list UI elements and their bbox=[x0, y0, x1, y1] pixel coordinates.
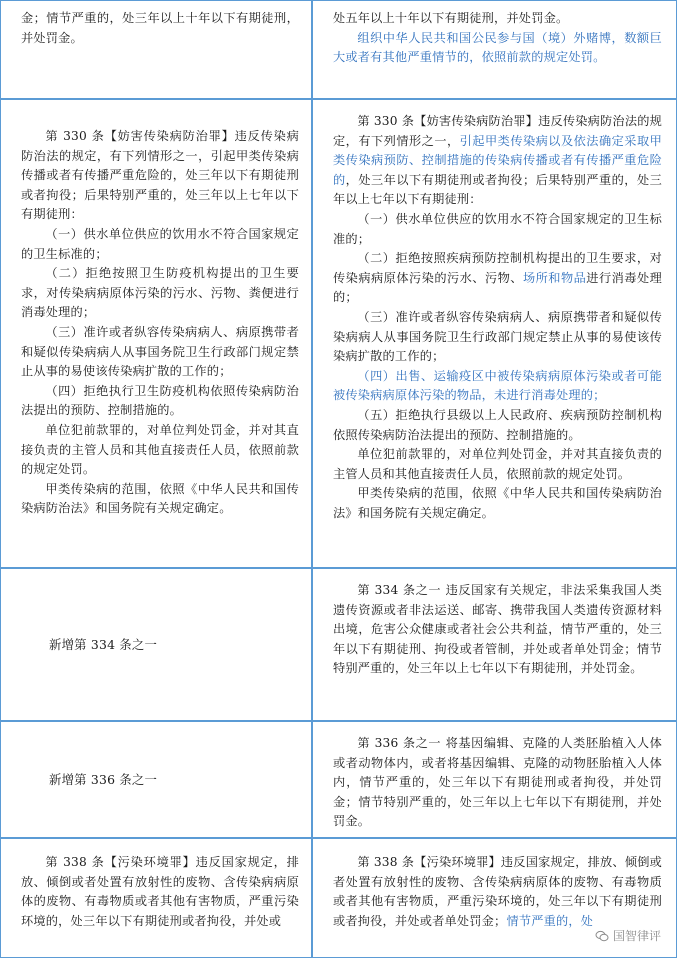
table-cell-old bbox=[0, 721, 312, 838]
highlight-text: 引起甲类传染病以及依法确定采取甲类传染病预防、控制措施的传染病传播或者有传播严重危险的 bbox=[333, 133, 663, 187]
table-row bbox=[0, 568, 677, 721]
paragraph-highlight: （四）出售、运输疫区中被传染病病原体污染或者可能被传染病病原体污染的物品，未进行消毒处理的； bbox=[333, 368, 662, 403]
paragraph: 金；情节严重的，处三年以上十年以下有期徒刑，并处罚金。 bbox=[21, 11, 299, 45]
article-336-1-paragraph: 第 336 条之一 将基因编辑、克隆的人类胚胎植入人体或者动物体内，或者将基因编辑、克隆的动物胚胎植入人体内，情节严重的，处三年以下有期徒刑或者拘役，并处罚金；情节特别严重的，处三年以上七年以下有期徒刑，并处罚金。 bbox=[333, 736, 662, 829]
paragraph: 甲类传染病的范围，依照《中华人民共和国传染病防治法》和国务院有关规定确定。 bbox=[21, 481, 299, 516]
paragraph: （四）拒绝执行卫生防疫机构依照传染病防治法提出的预防、控制措施的。 bbox=[21, 383, 299, 418]
highlight-text: 情节严重的，处 bbox=[506, 913, 594, 928]
paragraph: （二）拒绝按照卫生防疫机构提出的卫生要求，对传染病病原体污染的污水、污物、粪便进行消毒处理的； bbox=[21, 266, 299, 320]
paragraph: 处五年以上十年以下有期徒刑，并处罚金。 bbox=[333, 11, 569, 25]
paragraph: （一）供水单位供应的饮用水不符合国家规定的卫生标准的； bbox=[21, 226, 299, 261]
article-330-paragraph: 第 330 条【妨害传染病防治罪】违反传染病防治法的规定，有下列情形之一，引起甲类传染病传播或者有传播严重危险的，处三年以下有期徒刑或者拘役；后果特别严重的，处三年以上七年以下有期徒刑： bbox=[21, 129, 299, 222]
new-article-label: 新增第 334 条之一 bbox=[49, 636, 158, 652]
table-cell-old bbox=[0, 0, 312, 99]
paragraph: （五）拒绝执行县级以上人民政府、疾病预防控制机构依照传染病防治法提出的预防、控制措施的。 bbox=[333, 407, 662, 442]
watermark-text: 国智律评 bbox=[612, 929, 661, 943]
article-338-paragraph: 第 338 条【污染环境罪】违反国家规定，排放、倾倒或者处置有放射性的废物、含传染病病原体的废物、有毒物质或者其他有害物质，严重污染环境的，处三年以下有期徒刑或者拘役，并处或者单处罚金；情节严重的，处 bbox=[333, 855, 662, 928]
table-cell-old bbox=[0, 568, 312, 721]
paragraph: 甲类传染病的范围，依照《中华人民共和国传染病防治法》和国务院有关规定确定。 bbox=[333, 486, 662, 520]
paragraph-highlight: 组织中华人民共和国公民参与国（境）外赌博，数额巨大或者有其他严重情节的，依照前款的规定处罚。 bbox=[333, 30, 662, 65]
table-cell-new bbox=[312, 721, 677, 838]
table-row bbox=[0, 721, 677, 838]
paragraph: （三）准许或者纵容传染病病人、病原携带者和疑似传染病病人从事国务院卫生行政部门规定禁止从事的易使该传染病扩散的工作的； bbox=[21, 324, 299, 379]
watermark bbox=[593, 927, 663, 944]
table-cell-new bbox=[312, 568, 677, 721]
table-cell-old bbox=[0, 99, 312, 568]
paragraph: 单位犯前款罪的，对单位判处罚金，并对其直接负责的主管人员和其他直接责任人员，依照前款的规定处罚。 bbox=[333, 447, 662, 481]
article-338-paragraph: 第 338 条【污染环境罪】违反国家规定，排放、倾倒或者处置有放射性的废物、含传染病病原体的废物、有毒物质或者其他有害物质，严重污染环境的，处三年以下有期徒刑或者拘役，并处或 bbox=[21, 855, 299, 928]
table-row bbox=[0, 838, 677, 958]
table-cell-old bbox=[0, 838, 312, 958]
highlight-text: 场所和物品 bbox=[522, 270, 587, 285]
table-row bbox=[0, 99, 677, 568]
table-cell-new bbox=[312, 99, 677, 568]
paragraph: （一）供水单位供应的饮用水不符合国家规定的卫生标准的； bbox=[333, 211, 662, 246]
table-cell-new bbox=[312, 0, 677, 99]
paragraph: 单位犯前款罪的，对单位判处罚金，并对其直接负责的主管人员和其他直接责任人员，依照前款的规定处罚。 bbox=[21, 422, 299, 477]
wechat-icon bbox=[595, 929, 609, 943]
new-article-label: 新增第 336 条之一 bbox=[49, 771, 158, 787]
paragraph: （二）拒绝按照疾病预防控制机构提出的卫生要求，对传染病病原体污染的污水、污物、场所和物品进行消毒处理的； bbox=[333, 251, 663, 305]
paragraph: （三）准许或者纵容传染病病人、病原携带者和疑似传染病病人从事国务院卫生行政部门规定禁止从事的易使该传染病扩散的工作的； bbox=[333, 309, 662, 364]
article-330-paragraph: 第 330 条【妨害传染病防治罪】违反传染病防治法的规定，有下列情形之一，引起甲类传染病以及依法确定采取甲类传染病预防、控制措施的传染病传播或者有传播严重危险的，处三年以下有期徒刑或者拘役；后果特别严重的，处三年以上七年以下有期徒刑： bbox=[333, 114, 663, 207]
article-334-1-paragraph: 第 334 条之一 违反国家有关规定，非法采集我国人类遗传资源或者非法运送、邮寄、携带我国人类遗传资源材料出境，危害公众健康或者社会公共利益，情节严重的，处三年以下有期徒刑、拘役或者管制，并处或者单处罚金；情节特别严重的，处三年以上七年以下有期徒刑，并处罚金。 bbox=[333, 583, 662, 676]
table-row bbox=[0, 0, 677, 99]
